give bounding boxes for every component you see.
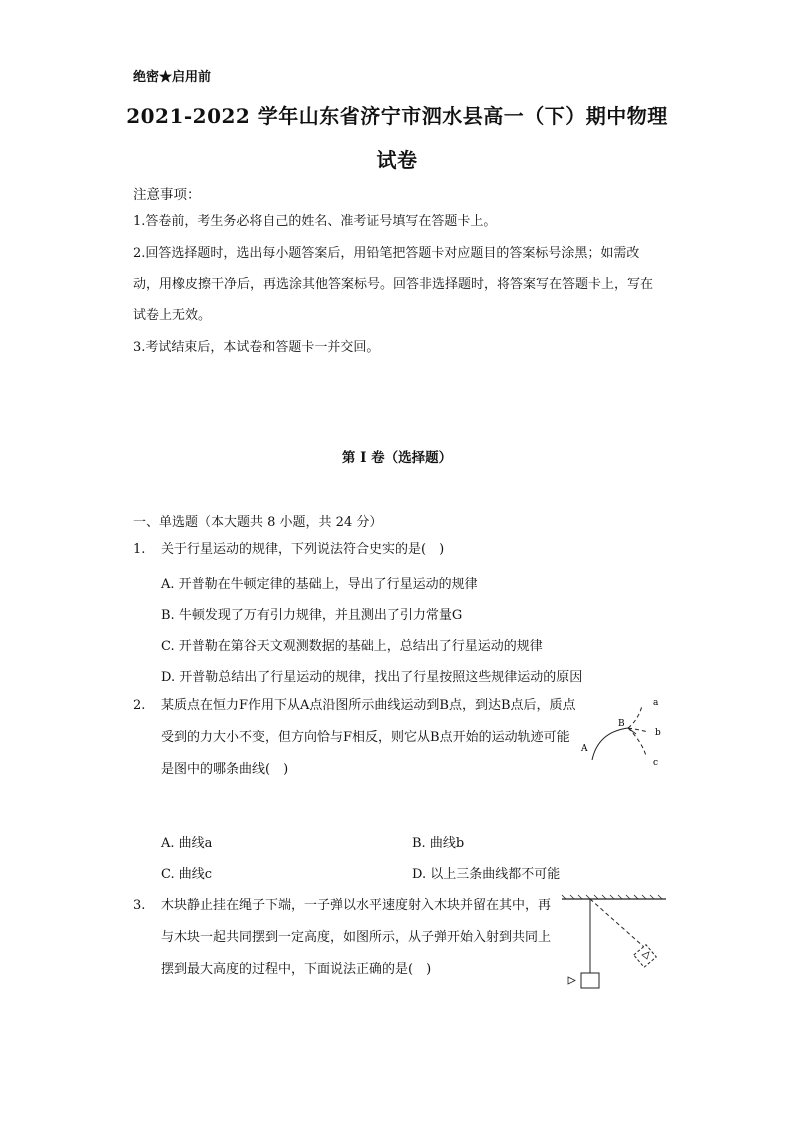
exam-title: 2021-2022 学年山东省济宁市泗水县高一（下）期中物理 [126, 104, 668, 128]
trajectory-figure [576, 694, 666, 774]
question-text: 木块静止挂在绳子下端，一子弹以水平速度射入木块并留在其中，再与木块一起共同摆到一定高度，如图所示，从子弹开始入射到共同上摆到最大高度的过程中，下面说法正确的是( ) [161, 898, 552, 977]
question-number: 1. [133, 542, 146, 557]
curve-c-label: c [653, 758, 659, 768]
option-c: C. 开普勒在第谷天文观测数据的基础上，总结出了行星运动的规律 [161, 639, 543, 654]
confidential-label: 绝密★启用前 [133, 70, 212, 85]
option-d: D. 以上三条曲线都不可能 [412, 867, 561, 882]
section-title: 第 I 卷（选择题） [341, 450, 453, 466]
option-c: C. 曲线c [161, 867, 213, 882]
note-item-2: 2.回答选择题时，选出每小题答案后，用铅笔把答题卡对应题目的答案标号涂黑；如需改动，用橡皮擦干净后，再选涂其他答案标号。回答非选择题时，将答案写在答题卡上，写在试卷上无效。 [133, 246, 654, 323]
option-d: D. 开普勒总结出了行星运动的规律，找出了行星按照这些规律运动的原因 [161, 670, 583, 685]
question-text: 某质点在恒力F作用下从A点沿图所示曲线运动到B点，到达B点后，质点受到的力大小不变，但方向恰与F相反，则它从B点开始的运动轨迹可能是图中的哪条曲线( ) [161, 698, 576, 777]
option-a: A. 开普勒在牛顿定律的基础上，导出了行星运动的规律 [161, 577, 478, 592]
question-text: 关于行星运动的规律，下列说法符合史实的是( ) [161, 542, 445, 557]
exam-title-line2: 试卷 [376, 148, 418, 172]
point-a-label: A [581, 744, 588, 754]
note-item-1: 1.答卷前，考生务必将自己的姓名、准考证号填写在答题卡上。 [133, 214, 497, 229]
question-number: 2. [133, 698, 146, 713]
curve-b-label: b [655, 728, 661, 738]
point-b-label: B [618, 719, 625, 729]
curve-a-label: a [653, 698, 659, 708]
option-a: A. 曲线a [161, 836, 213, 851]
question-number: 3. [133, 898, 146, 913]
option-b: B. 曲线b [412, 836, 465, 851]
note-item-3: 3.考试结束后，本试卷和答题卡一并交回。 [133, 340, 380, 355]
option-b: B. 牛顿发现了万有引力规律，并且测出了引力常量G [161, 608, 463, 623]
notes-heading: 注意事项： [133, 187, 201, 203]
part-title: 一、单选题（本大题共 8 小题，共 24 分） [133, 515, 383, 530]
pendulum-figure [560, 893, 670, 993]
